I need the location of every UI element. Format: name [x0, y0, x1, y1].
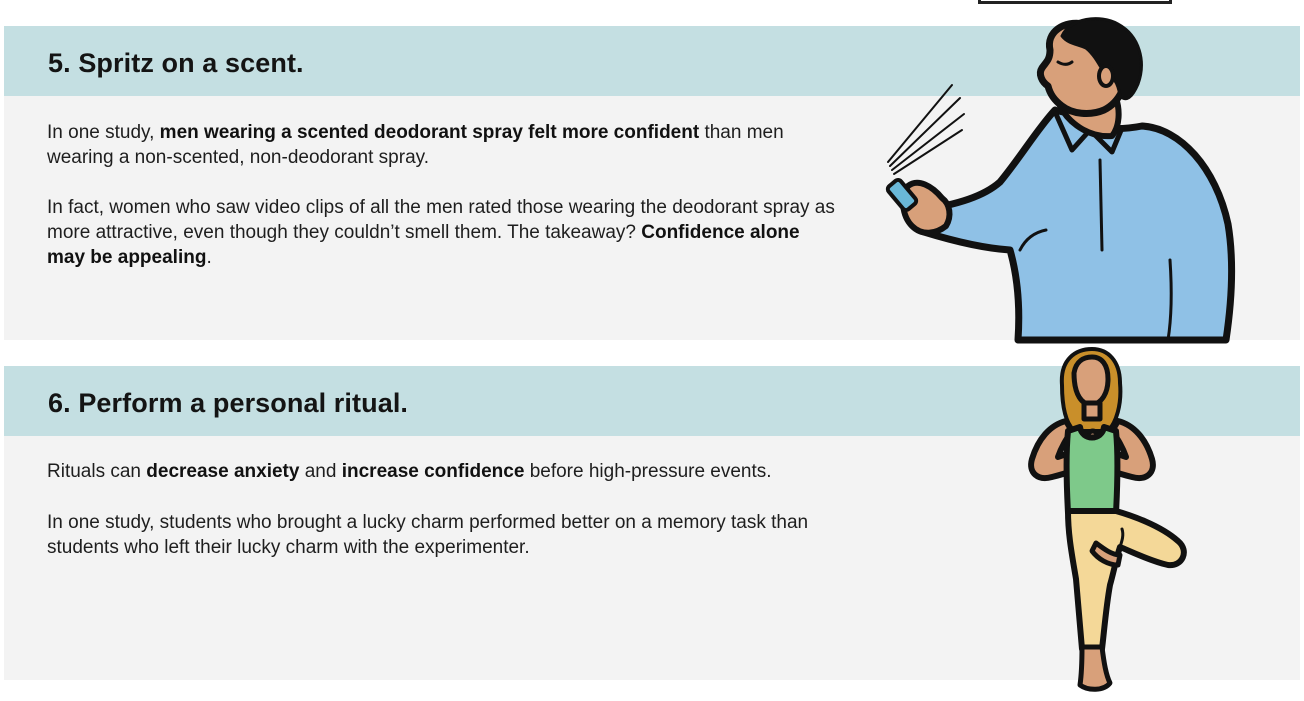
paragraph-text: and	[299, 461, 342, 482]
woman-yoga-tree-pose-illustration	[1010, 345, 1210, 697]
paragraph-bold-text: men wearing a scented deodorant spray felt more confident	[159, 122, 700, 143]
paragraph-text: In one study,	[47, 122, 160, 143]
section-heading: 6. Perform a personal ritual.	[48, 388, 409, 418]
paragraph-text: .	[206, 247, 212, 268]
tank-top	[1067, 427, 1118, 513]
paragraph-text: Rituals can	[47, 461, 147, 482]
top-divider-mark	[978, 0, 1172, 4]
paragraph-bold-text: increase confidence	[341, 461, 525, 482]
man-spraying-scent-illustration	[850, 10, 1250, 345]
paragraph-bold-text: decrease anxiety	[146, 461, 300, 482]
section-paragraph	[47, 120, 837, 170]
paragraph-text: than men wearing a non-scented, non-deodorant spray.	[47, 122, 784, 168]
pants	[1068, 511, 1184, 649]
spray-mist-icon	[888, 85, 964, 174]
standing-foot	[1080, 647, 1110, 689]
section-paragraph	[47, 459, 837, 484]
section-heading: 5. Spritz on a scent.	[48, 48, 304, 78]
woman-head	[1074, 357, 1108, 405]
paragraph-text: before high-pressure events.	[524, 461, 772, 482]
paragraph-text: In one study, students who brought a lucky charm performed better on a memory task than students who left their lucky charm with the experimenter.	[47, 512, 809, 558]
section-paragraph	[47, 510, 837, 560]
paragraph-text: In fact, women who saw video clips of all the men rated those wearing the deodorant spray as more attractive, even though they couldn’t smell them. The takeaway?	[47, 197, 835, 243]
section-paragraph	[47, 195, 837, 270]
paragraph-bold-text: Confidence alone may be appealing	[47, 222, 800, 268]
